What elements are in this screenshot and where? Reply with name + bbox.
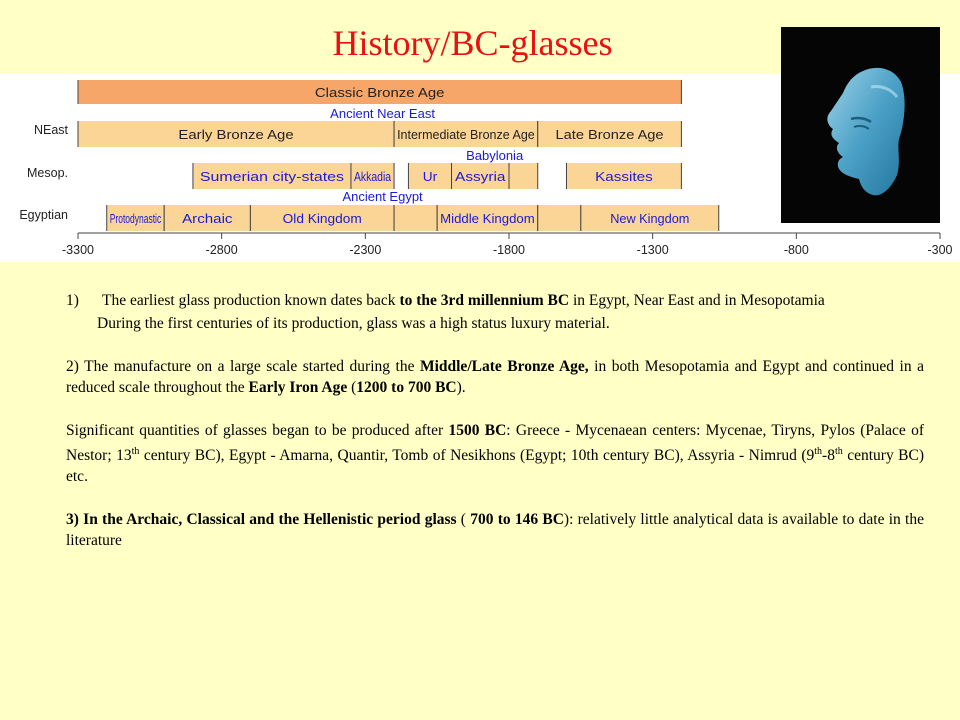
p4-text-a: 3) In the Archaic, Classical and the Hellenistic period glass: [66, 511, 457, 529]
p3-sup-3: th: [834, 446, 843, 457]
p3-sup-1: th: [131, 446, 140, 457]
band-label: New Kingdom: [610, 211, 690, 226]
band-label: Assyria: [455, 169, 507, 184]
band-label: Early Bronze Age: [178, 127, 294, 142]
p2-text-b: Middle/Late Bronze Age,: [419, 358, 589, 375]
p3-text-f: century BC) etc.: [66, 447, 924, 486]
p3-text-e: -8: [822, 447, 835, 465]
timeline-annotation: Ancient Near East: [330, 106, 435, 121]
slide-title: History/BC-glasses: [332, 23, 613, 63]
p3-text-b: 1500 BC: [448, 422, 507, 439]
glass-head-photo: [781, 27, 940, 223]
band-label: Classic Bronze Age: [314, 85, 445, 100]
paragraph-3: [66, 420, 924, 487]
band-label: Old Kingdom: [282, 211, 362, 226]
timeline-chart: [0, 74, 953, 264]
x-tick-label: -800: [783, 243, 809, 257]
p2-text-a: 2) The manufacture on a large scale started during the: [66, 358, 420, 375]
p4-text-c: 700 to 146 BC: [470, 511, 564, 529]
timeline-band: [538, 205, 581, 231]
row-label: Egyptian: [19, 208, 68, 222]
timeline-band: [394, 205, 437, 231]
p3-text-c: : Greece - Mycenaean centers: Mycenae, Tiryns, Pylos (Palace of Nestor; 13: [66, 422, 924, 465]
x-tick-label: -1300: [636, 243, 669, 257]
p1-text-c: in Egypt, Near East and in Mesopotamia: [569, 292, 825, 309]
x-tick-label: -2300: [349, 243, 382, 257]
list-number: 1): [66, 292, 79, 309]
p2-text-e: (: [347, 379, 357, 396]
p1-text-b: to the 3rd millennium BC: [399, 292, 570, 309]
p4-text-b: (: [456, 511, 471, 529]
band-label: Middle Kingdom: [440, 211, 535, 226]
band-label: Sumerian city-states: [199, 169, 345, 184]
band-label: Late Bronze Age: [555, 127, 664, 142]
timeline-annotation: Babylonia: [466, 148, 524, 163]
p2-text-f: 1200 to 700 BC: [356, 379, 457, 396]
p2-text-d: Early Iron Age: [248, 379, 348, 396]
p2-text-c: in both Mesopotamia and Egypt and continued in a reduced scale throughout the: [66, 358, 924, 396]
x-tick-label: -1800: [493, 243, 525, 257]
paragraph-4: [66, 509, 924, 551]
paragraph-2: [66, 356, 924, 398]
timeline-band: [509, 163, 538, 189]
band-label: Protodynastic: [109, 211, 162, 226]
x-tick-label: -2800: [205, 243, 238, 257]
p3-text-d: century BC), Egypt - Amarna, Quantir, Tomb of Nesikhons (Egypt; 10th century BC), Assyria - Nimrud (9: [139, 447, 815, 465]
band-label: Intermediate Bronze Age: [397, 127, 535, 142]
p2-text-g: ).: [456, 379, 466, 396]
band-label: Ur: [422, 169, 438, 184]
paragraph-1: [66, 290, 924, 311]
x-tick-label: -3300: [62, 243, 94, 257]
p3-sup-2: th: [814, 446, 823, 457]
row-label: NEast: [33, 123, 68, 137]
x-tick-label: -300: [927, 243, 953, 257]
paragraph-1-sub: During the first centuries of its production, glass was a high status luxury material.: [97, 315, 610, 332]
p4-text-d: ): relatively little analytical data is available to date in the literature: [66, 511, 924, 550]
p3-text-a: Significant quantities of glasses began to be produced after: [66, 422, 449, 439]
p1-text-a: The earliest glass production known dates back: [102, 292, 400, 309]
timeline-annotation: Ancient Egypt: [342, 189, 423, 204]
band-label: Kassites: [595, 169, 654, 184]
band-label: Akkadia: [353, 169, 392, 184]
band-label: Archaic: [182, 211, 234, 226]
body-text: [66, 290, 924, 551]
row-label: Mesop.: [27, 166, 68, 180]
